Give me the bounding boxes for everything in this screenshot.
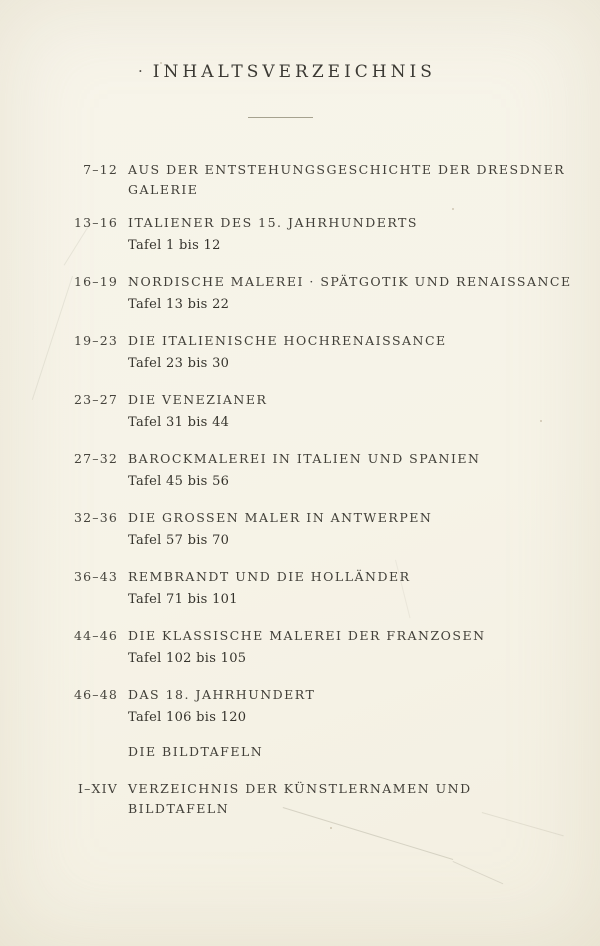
title-rule	[248, 117, 313, 118]
toc-entry-title-line: DIE VENEZIANER	[128, 392, 268, 407]
toc-entry-pages: 16–19	[73, 274, 118, 289]
toc-entry-pages: 46–48	[73, 687, 118, 702]
scan-scratch	[453, 861, 504, 884]
toc-entry-title-line: BAROCKMALEREI IN ITALIEN UND SPANIEN	[128, 451, 481, 466]
toc-entry-title-line: DIE GROSSEN MALER IN ANTWERPEN	[128, 510, 433, 525]
toc-entry	[40, 742, 570, 762]
toc-entry-title-line: DIE BILDTAFELN	[128, 744, 264, 759]
toc-entry-pages: 23–27	[73, 392, 118, 407]
toc-entry-title-line: DIE ITALIENISCHE HOCHRENAISSANCE	[128, 333, 447, 348]
toc-entry-pages: 13–16	[73, 215, 118, 230]
toc-entry	[40, 449, 570, 491]
toc-entry-title-line: ITALIENER DES 15. JAHRHUNDERTS	[128, 215, 418, 230]
toc-entry-title-line: BILDTAFELN	[128, 801, 230, 816]
toc-entry-title-line: AUS DER ENTSTEHUNGSGESCHICHTE DER DRESDNER	[128, 162, 566, 177]
toc-entry-pages: 19–23	[73, 333, 118, 348]
toc-entry	[40, 779, 570, 819]
toc-entry-title-line: REMBRANDT UND DIE HOLLÄNDER	[128, 569, 411, 584]
toc-entry	[40, 160, 570, 200]
toc-entry	[40, 331, 570, 373]
toc-entry-tafel: Tafel 57 bis 70	[128, 533, 230, 548]
toc-entry-title-line: DAS 18. JAHRHUNDERT	[128, 687, 316, 702]
toc-list	[40, 160, 570, 836]
toc-entry-tafel: Tafel 102 bis 105	[128, 651, 247, 666]
toc-entry-pages: I–XIV	[77, 781, 118, 796]
toc-entry	[40, 272, 570, 314]
toc-entry-pages: 36–43	[73, 569, 118, 584]
toc-entry-pages: 44–46	[73, 628, 118, 643]
toc-entry-tafel: Tafel 31 bis 44	[128, 415, 230, 430]
toc-entry-title-line: GALERIE	[128, 182, 199, 197]
toc-entry-tafel: Tafel 23 bis 30	[128, 356, 230, 371]
title-prefix-dot: ·	[138, 62, 143, 80]
toc-entry	[40, 213, 570, 255]
toc-entry	[40, 390, 570, 432]
page-title	[138, 62, 436, 81]
toc-entry-pages: 7–12	[83, 162, 118, 177]
toc-entry-tafel: Tafel 45 bis 56	[128, 474, 230, 489]
toc-entry-tafel: Tafel 106 bis 120	[128, 710, 247, 725]
toc-entry-title-line: DIE KLASSISCHE MALEREI DER FRANZOSEN	[128, 628, 486, 643]
toc-entry-pages: 32–36	[73, 510, 118, 525]
toc-entry	[40, 567, 570, 609]
toc-entry-tafel: Tafel 1 bis 12	[128, 238, 221, 253]
toc-entry-pages: 27–32	[73, 451, 118, 466]
toc-entry-tafel: Tafel 71 bis 101	[128, 592, 238, 607]
toc-entry-title-line: NORDISCHE MALEREI · SPÄTGOTIK UND RENAISSANCE	[128, 274, 572, 289]
toc-entry	[40, 626, 570, 668]
toc-entry-title-line: VERZEICHNIS DER KÜNSTLERNAMEN UND	[128, 781, 472, 796]
toc-entry	[40, 685, 570, 727]
toc-entry-tafel: Tafel 13 bis 22	[128, 297, 230, 312]
page-title-text: INHALTSVERZEICHNIS	[152, 62, 436, 82]
toc-entry	[40, 508, 570, 550]
